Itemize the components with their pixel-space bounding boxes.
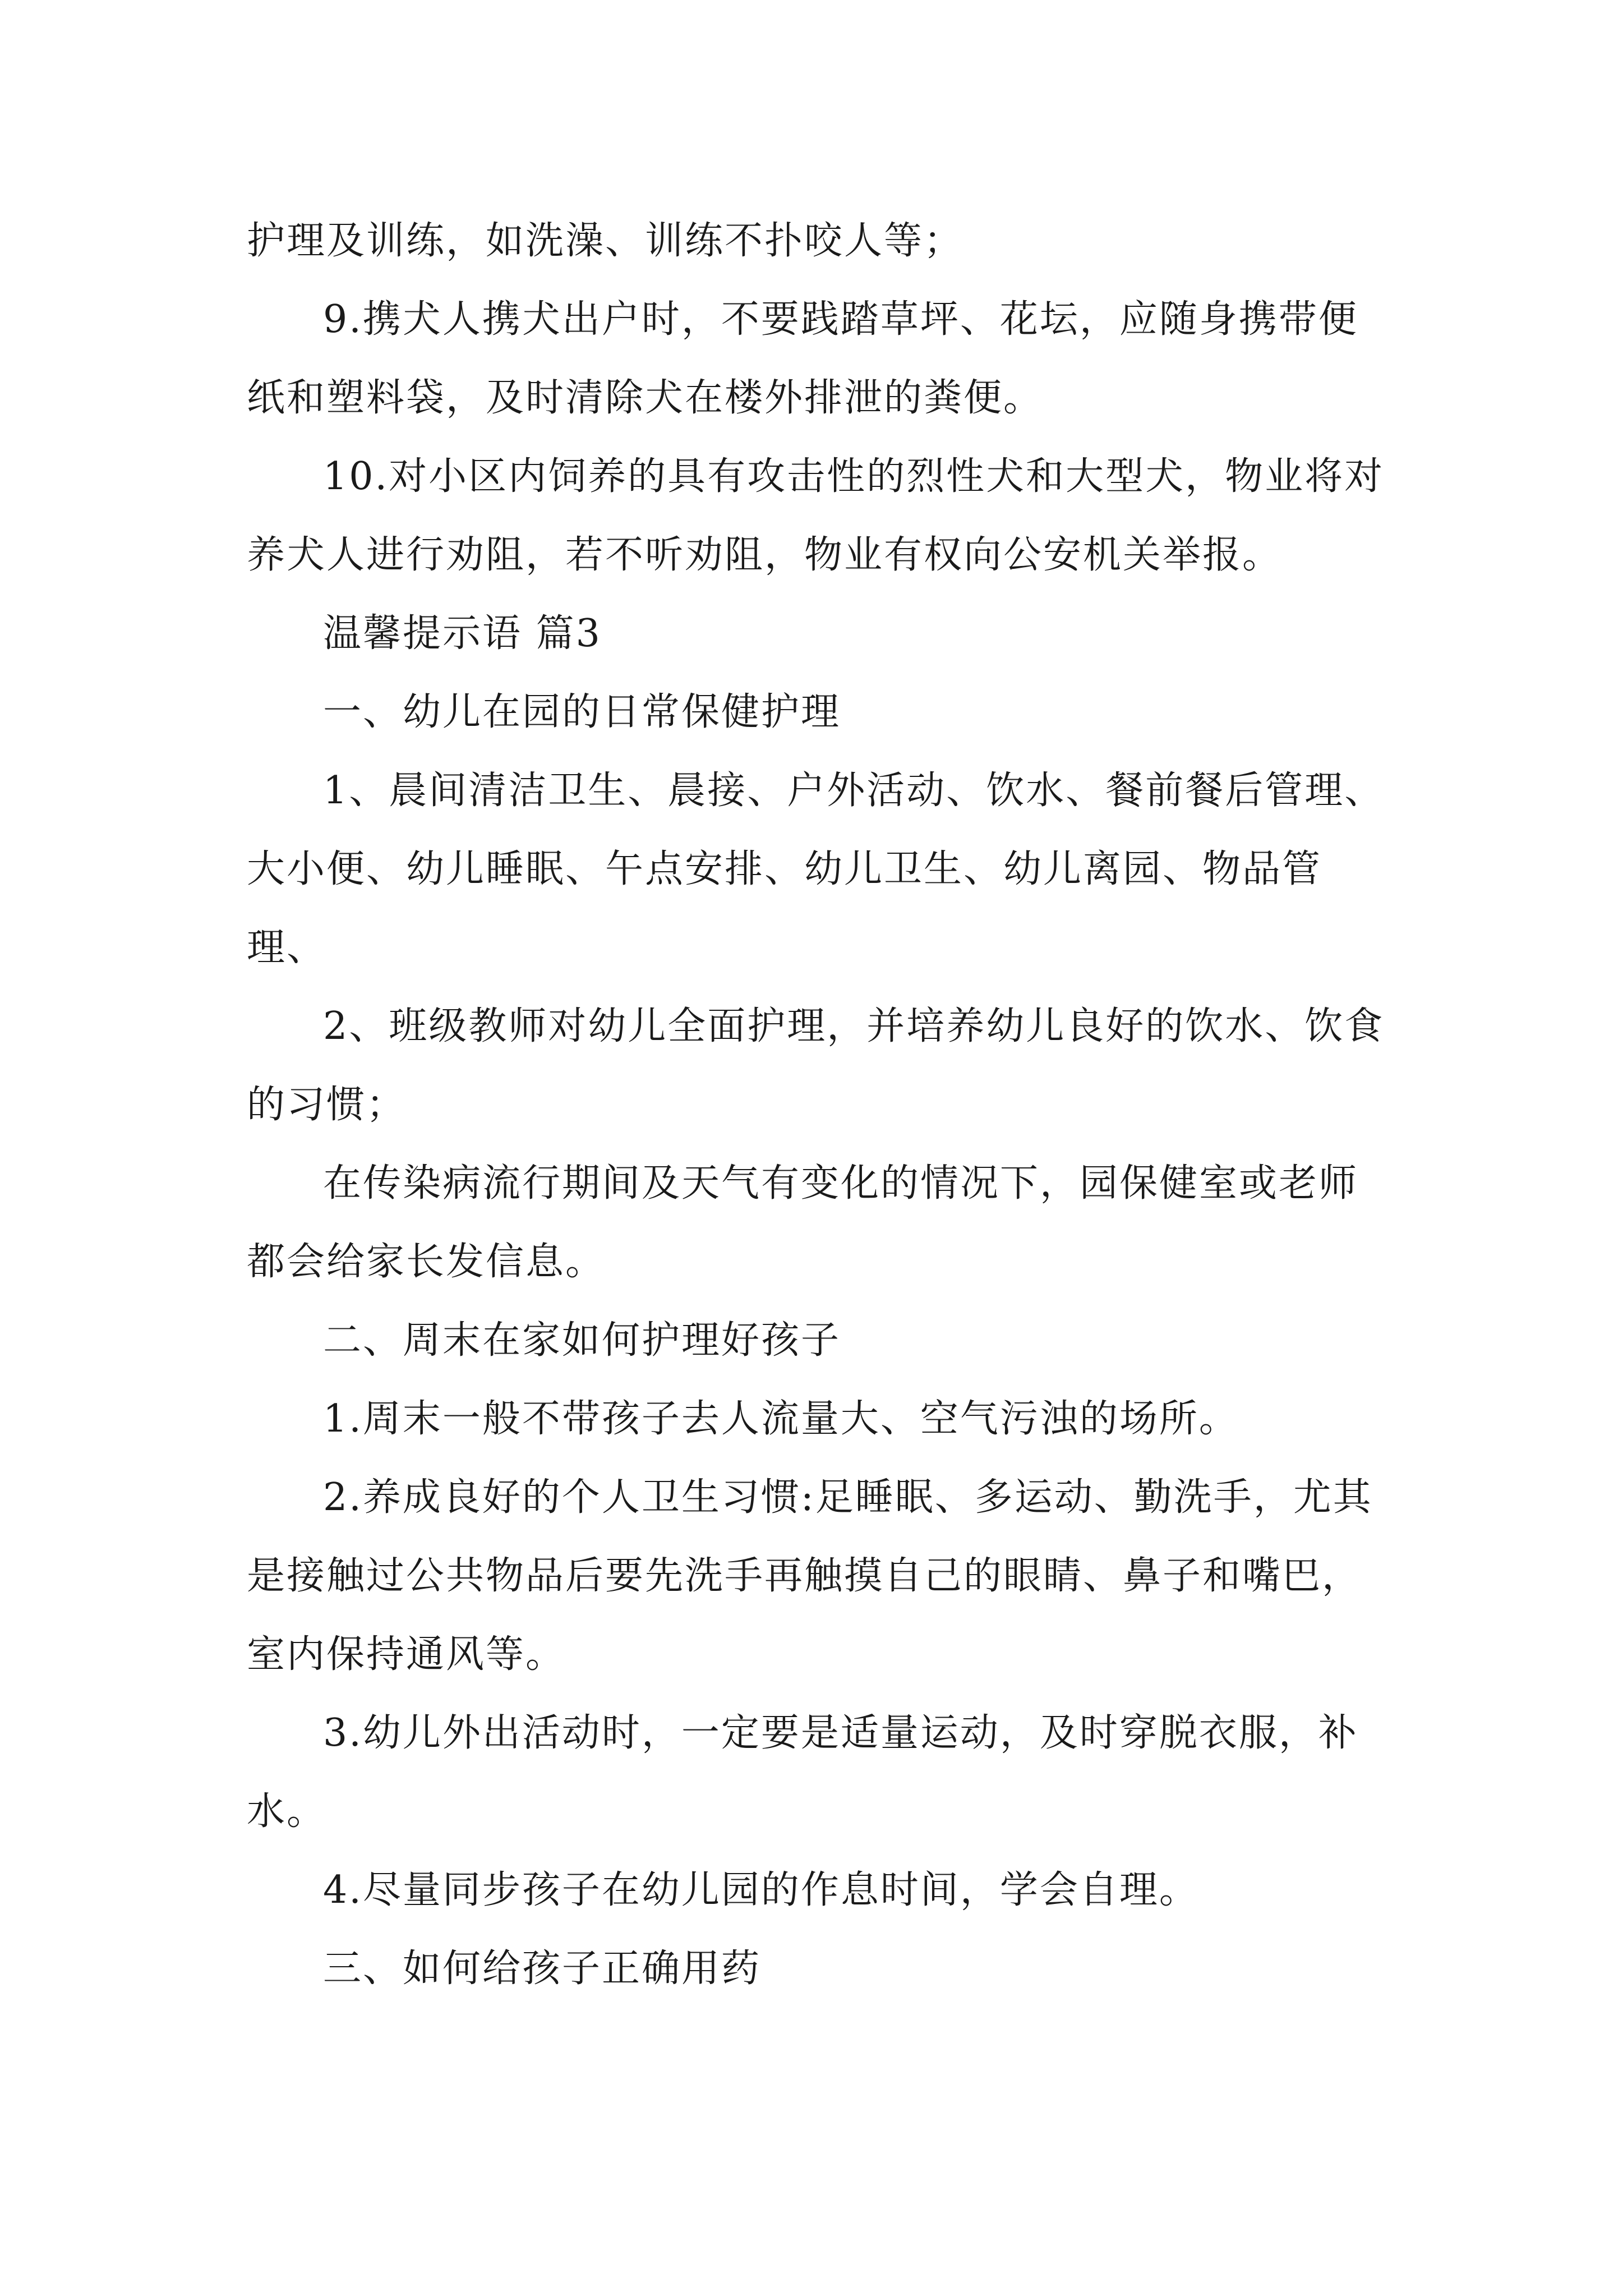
document-body bbox=[247, 202, 1391, 2008]
paragraph-6: 1、晨间清洁卫生、晨接、户外活动、饮水、餐前餐后管理、大小便、幼儿睡眠、午点安排、幼儿卫生、幼儿离园、物品管理、 bbox=[247, 769, 1385, 970]
paragraph-1: 护理及训练，如洗澡、训练不扑咬人等； bbox=[247, 219, 964, 263]
paragraph-2: 9.携犬人携犬出户时，不要践踏草坪、花坛，应随身携带便纸和塑料袋，及时清除犬在楼外排泄的粪便。 bbox=[247, 297, 1358, 420]
paragraph-11: 2.养成良好的个人卫生习惯:足睡眠、多运动、勤洗手，尤其是接触过公共物品后要先洗手再触摸自己的眼睛、鼻子和嘴巴，室内保持通风等。 bbox=[247, 1475, 1373, 1677]
paragraph-10: 1.周末一般不带孩子去人流量大、空气污浊的场所。 bbox=[323, 1397, 1239, 1441]
paragraph-7: 2、班级教师对幼儿全面护理，并培养幼儿良好的饮水、饮食的习惯； bbox=[247, 1004, 1385, 1127]
paragraph-8: 在传染病流行期间及天气有变化的情况下，园保健室或老师都会给家长发信息。 bbox=[247, 1161, 1359, 1284]
subheading-3: 三、如何给孩子正确用药 bbox=[323, 1947, 762, 1991]
paragraph-12: 3.幼儿外出活动时，一定要是适量运动，及时穿脱衣服，补水。 bbox=[247, 1711, 1358, 1834]
subheading-2: 二、周末在家如何护理好孩子 bbox=[323, 1318, 841, 1363]
subheading-1: 一、幼儿在园的日常保健护理 bbox=[323, 690, 841, 734]
paragraph-13: 4.尽量同步孩子在幼儿园的作息时间，学会自理。 bbox=[323, 1868, 1199, 1912]
section-heading-3: 温馨提示语 篇3 bbox=[323, 611, 602, 656]
paragraph-3: 10.对小区内饲养的具有攻击性的烈性犬和大型犬，物业将对养犬人进行劝阻，若不听劝阻，物业有权向公安机关举报。 bbox=[247, 454, 1385, 577]
